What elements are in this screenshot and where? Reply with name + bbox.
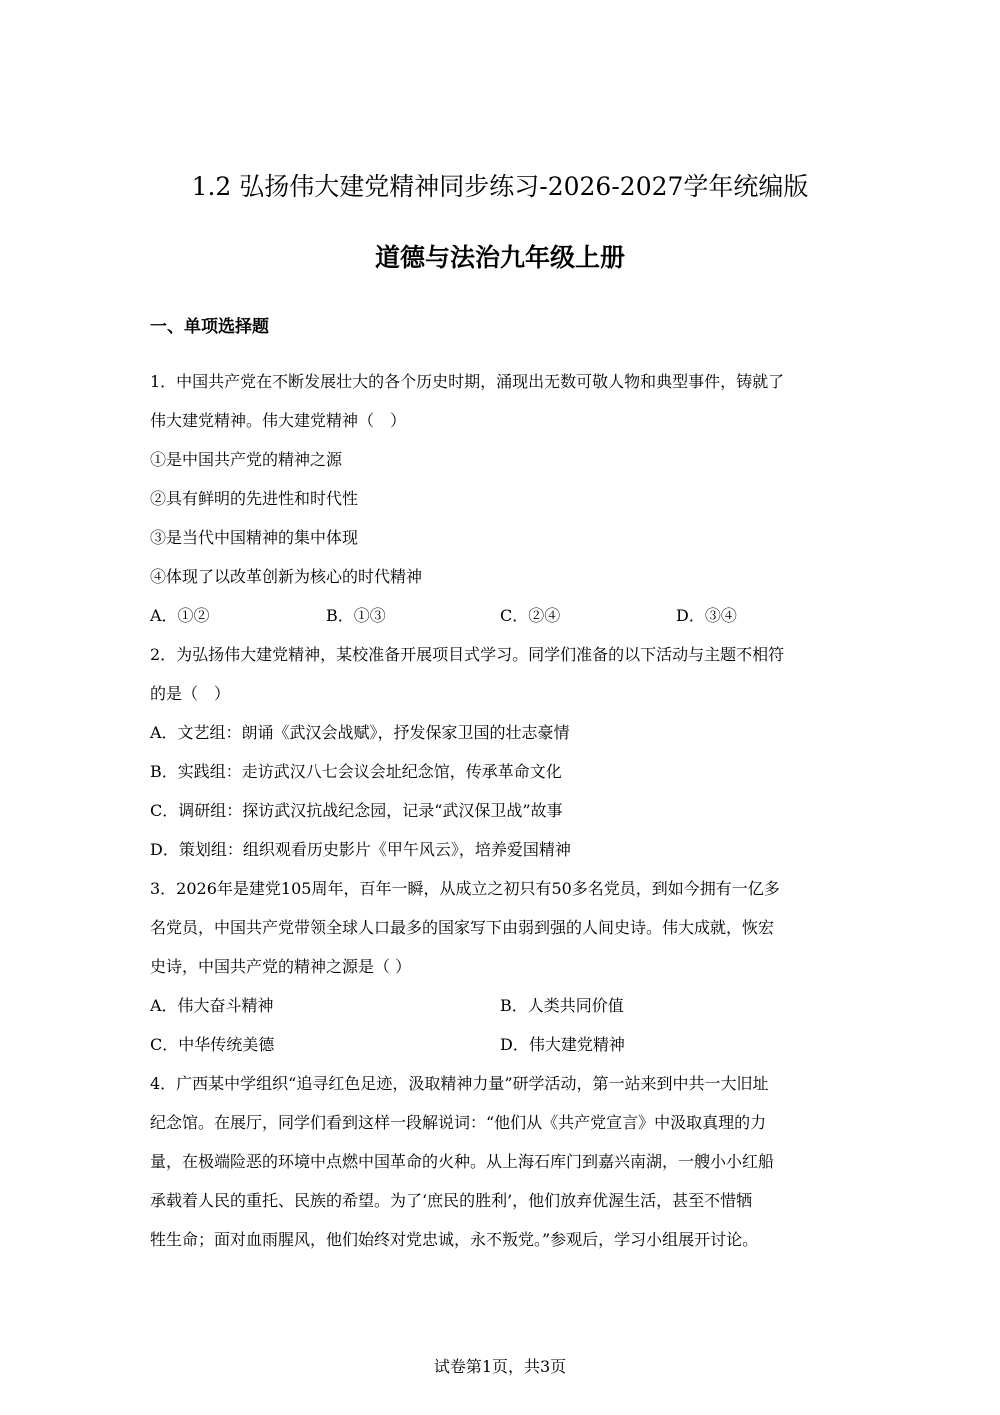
q1-option-c: C．②④ [500,606,561,625]
q1-option-d: D．③④ [676,606,737,625]
q2-option-d: D．策划组：组织观看历史影片《甲午风云》，培养爱国精神 [150,840,571,859]
section-heading: 一、单项选择题 [150,317,269,337]
q4-line-3: 量，在极端险恶的环境中点燃中国革命的火种。从上海石库门到嘉兴南湖，一艘小小红船 [150,1152,775,1171]
q2-option-b: B．实践组：走访武汉八七会议会址纪念馆，传承革命文化 [150,762,562,781]
q2-option-a: A．文艺组：朗诵《武汉会战赋》，抒发保家卫国的壮志豪情 [150,723,570,742]
q1-statement-4: ④体现了以改革创新为核心的时代精神 [150,567,423,586]
q4-line-2: 纪念馆。在展厅，同学们看到这样一段解说词：“他们从《共产党宣言》中汲取真理的力 [150,1113,767,1132]
q3-option-a: A．伟大奋斗精神 [150,996,274,1015]
q4-line-1: 4．广西某中学组织“追寻红色足迹，汲取精神力量”研学活动，第一站来到中共一大旧址 [150,1074,769,1093]
q1-option-b: B．①③ [326,606,386,625]
q3-stem-line2: 名党员，中国共产党带领全球人口最多的国家写下由弱到强的人间史诗。伟大成就，恢宏 [150,918,775,937]
q4-line-4: 承载着人民的重托、民族的希望。为了‘庶民的胜利’，他们放弃优渥生活，甚至不惜牺 [150,1191,753,1210]
q1-statement-3: ③是当代中国精神的集中体现 [150,528,359,547]
page-footer: 试卷第1页，共3页 [433,1357,567,1376]
document-subtitle: 道德与法治九年级上册 [374,243,625,272]
document-title: 1.2 弘扬伟大建党精神同步练习-2026-2027学年统编版 [191,172,809,201]
q1-stem-line2: 伟大建党精神。伟大建党精神（ ） [150,411,407,430]
q1-option-a: A．①② [150,606,210,625]
q3-option-d: D．伟大建党精神 [500,1035,625,1054]
q2-stem-line2: 的是（ ） [150,684,231,703]
q1-statement-1: ①是中国共产党的精神之源 [150,450,343,469]
q3-stem-line1: 3．2026年是建党105周年，百年一瞬，从成立之初只有50多名党员，到如今拥有一亿多 [150,879,780,898]
q4-line-5: 牲生命；面对血雨腥风，他们始终对党忠诚，永不叛党。”参观后，学习小组展开讨论。 [150,1230,759,1249]
q2-stem-line1: 2．为弘扬伟大建党精神，某校准备开展项目式学习。同学们准备的以下活动与主题不相符 [150,645,785,664]
q2-option-c: C．调研组：探访武汉抗战纪念园，记录“武汉保卫战”故事 [150,801,563,820]
q1-stem-line1: 1．中国共产党在不断发展壮大的各个历史时期，涌现出无数可敬人物和典型事件，铸就了 [150,372,785,391]
q3-option-c: C．中华传统美德 [150,1035,275,1054]
q3-option-b: B．人类共同价值 [500,996,624,1015]
q3-stem-line3: 史诗，中国共产党的精神之源是（ ） [150,957,412,976]
q1-statement-2: ②具有鲜明的先进性和时代性 [150,489,359,508]
